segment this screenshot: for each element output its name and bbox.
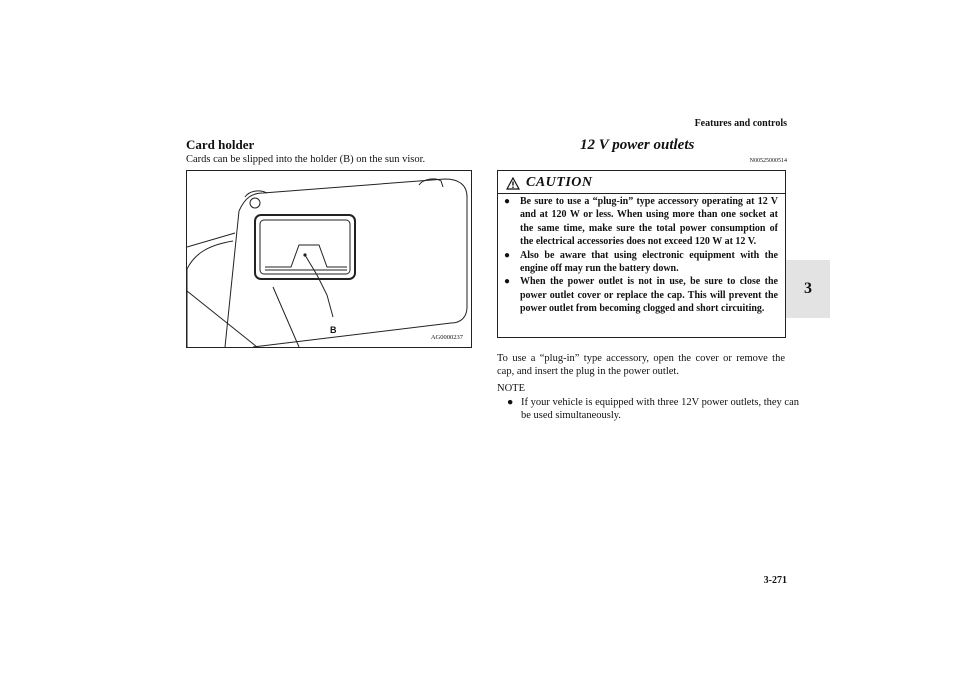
caution-header xyxy=(506,175,593,191)
page-number: 3-271 xyxy=(763,575,787,586)
caution-box xyxy=(497,170,786,338)
chapter-number: 3 xyxy=(804,280,812,297)
caution-item: ● Also be aware that using electronic equipment with the engine off may run the battery down. xyxy=(504,249,778,275)
warning-triangle-icon xyxy=(506,177,520,190)
bullet-icon: ● xyxy=(504,276,511,288)
bullet-icon: ● xyxy=(504,249,511,261)
sun-visor-illustration xyxy=(187,171,471,347)
section-title-card-holder: Card holder xyxy=(186,137,255,152)
card-holder-text: Cards can be slipped into the holder (B) on the sun visor. xyxy=(186,154,426,165)
caution-item: ● Be sure to use a “plug-in” type accessory operating at 12 V and at 120 W or less. When using more than one socket at the same time, make sure the total power consumption of the electrical accessories does not exceed 120 W at 12 V. xyxy=(504,196,778,248)
power-outlet-instructions: To use a “plug-in” type accessory, open the cover or remove the cap, and insert the plug in the power outlet. xyxy=(497,353,785,377)
caution-list xyxy=(504,195,778,316)
sun-visor-figure xyxy=(186,170,472,348)
note-label: NOTE xyxy=(497,383,525,394)
bullet-icon: ● xyxy=(504,196,511,207)
bullet-icon: ● xyxy=(507,397,514,408)
chapter-tab xyxy=(786,260,830,318)
figure-code: AG0000237 xyxy=(430,334,463,341)
caution-item: ● When the power outlet is not in use, be sure to close the power outlet cover or replace the cap. This will prevent the power outlet from becoming clogged and short circuiting. xyxy=(504,276,778,315)
note-item: ● If your vehicle is equipped with three 12V power outlets, they can be used simultaneously. xyxy=(507,397,799,421)
caution-divider xyxy=(498,193,785,194)
section-code: N00525000514 xyxy=(749,158,787,164)
section-title-power-outlets: 12 V power outlets xyxy=(580,137,695,153)
figure-callout-b: B xyxy=(330,325,337,335)
header-title: Features and controls xyxy=(694,118,787,129)
caution-label: CAUTION xyxy=(526,175,593,190)
